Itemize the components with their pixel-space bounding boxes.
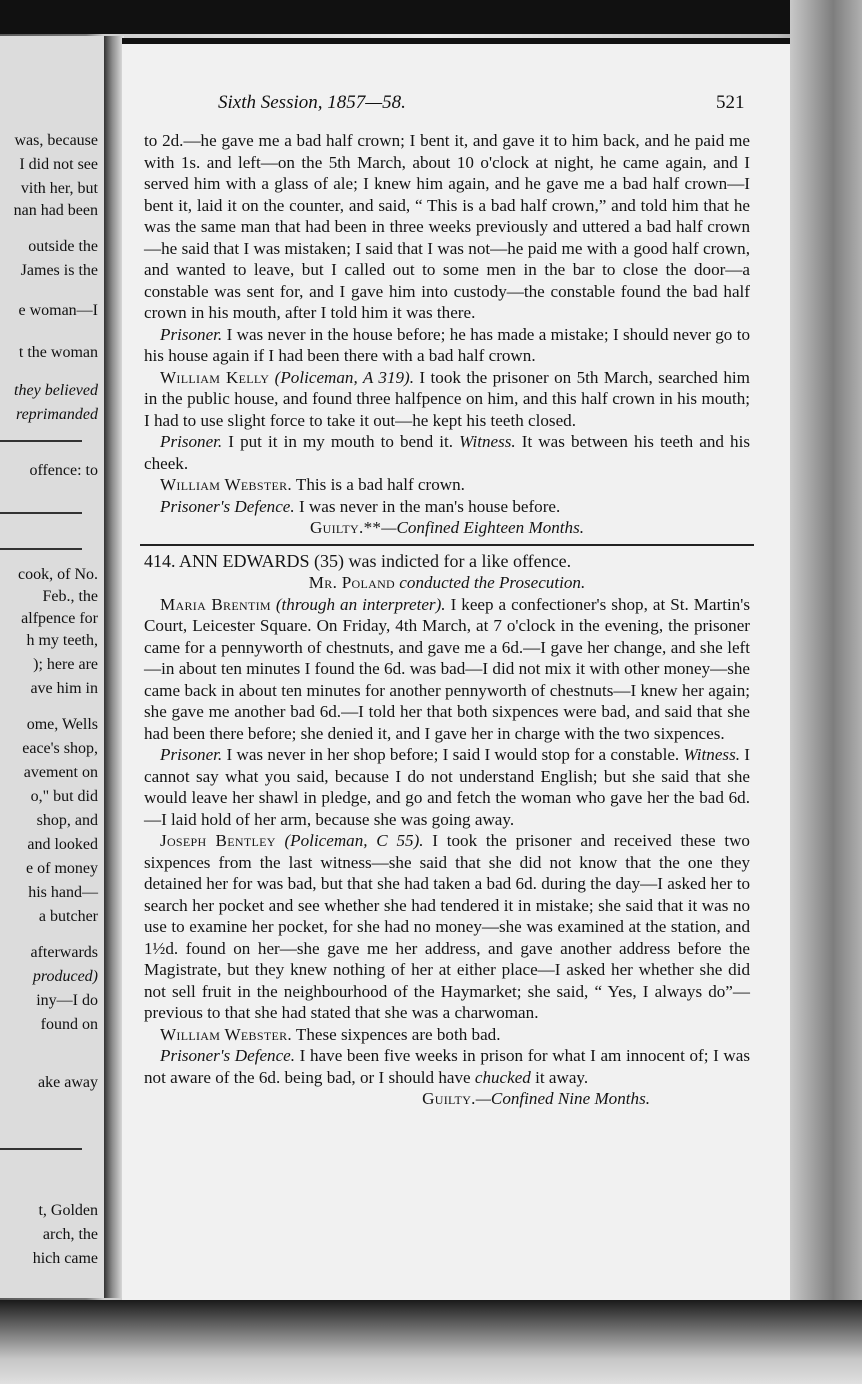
- counsel-name: Mr. Poland: [308, 573, 396, 592]
- paragraph-text: I took the prisoner on 5th March, searched him in the public house, and found three halfpence on him, and this half crown in his mouth; I had to use slight force to take it out—he kept his teeth closed.: [144, 367, 750, 430]
- paragraph: [144, 830, 750, 1024]
- left-page-line: e of money: [26, 860, 98, 877]
- paragraph-text: This is a bad half crown.: [291, 475, 465, 494]
- left-page-line: e woman—I: [18, 302, 98, 319]
- paragraph: [144, 324, 750, 367]
- left-page-line: nan had been: [13, 202, 98, 219]
- left-page-line: vith her, but: [20, 180, 98, 197]
- scan-bottom-edge: [0, 1300, 862, 1384]
- paragraph: [144, 496, 750, 518]
- page-number: 521: [716, 92, 745, 113]
- running-title: Sixth Session, 1857—58.: [218, 92, 406, 113]
- left-page: [0, 36, 104, 1298]
- speaker: Witness.: [683, 745, 740, 764]
- paragraph-text: I was never in her shop before; I said I would stop for a constable.: [222, 745, 684, 764]
- speaker-role: (Policeman, A 319).: [274, 367, 415, 387]
- paragraph: [144, 1045, 750, 1088]
- speaker: William Kelly: [160, 367, 270, 387]
- left-page-line: Feb., the: [42, 588, 98, 605]
- prosecution-text: conducted the Prosecution.: [395, 573, 586, 592]
- speaker: William Webster.: [160, 1024, 292, 1044]
- speaker: Prisoner's Defence.: [160, 1046, 296, 1065]
- paragraph: [144, 130, 750, 324]
- page-body: [144, 130, 750, 1110]
- left-page-line: hich came: [32, 1250, 98, 1267]
- left-page-line: o," but did: [30, 788, 98, 805]
- paragraph-text: I was never in the house before; he has made a mistake; I should never go to his house again if I had been there with a bad half crown.: [144, 324, 750, 365]
- scan-right-edge: [790, 0, 862, 1384]
- speaker-role: (Policeman, C 55).: [284, 831, 424, 850]
- paragraph: [144, 594, 750, 745]
- left-page-line: t, Golden: [38, 1202, 98, 1219]
- left-page-line: eace's shop,: [22, 740, 98, 757]
- speaker-role: (through an interpreter).: [275, 594, 446, 614]
- left-page-line: ave him in: [30, 680, 98, 697]
- paragraph-text: I cannot say what you said, because I do not understand English; but she said that she would leave her shawl in pledge, and go and fetch the woman who gave her the bad 6d.—I laid hold of her arm, because she was going away.: [144, 745, 750, 829]
- left-page-line: was, because: [14, 132, 98, 149]
- speaker: Witness.: [459, 432, 516, 451]
- left-page-line: and looked: [27, 836, 98, 853]
- verdict: [144, 517, 750, 539]
- speaker: Prisoner.: [160, 324, 223, 344]
- left-page-line: t the woman: [18, 344, 98, 361]
- left-page-rule: [0, 512, 82, 514]
- speaker: William Webster.: [160, 475, 292, 494]
- paragraph: [144, 744, 750, 830]
- left-page-line: reprimanded: [15, 406, 98, 423]
- case-heading: 414. ANN EDWARDS (35) was indicted for a like offence.: [144, 550, 572, 571]
- left-page-rule: [0, 1148, 82, 1150]
- left-page-line: his hand—: [28, 884, 98, 901]
- verdict-label: Guilty.**: [309, 518, 382, 537]
- paragraph-text: I was never in the man's house before.: [294, 496, 561, 516]
- left-page-line: avement on: [23, 764, 98, 781]
- paragraph: [144, 431, 750, 474]
- speaker: Prisoner.: [160, 745, 223, 764]
- speaker: Prisoner's Defence.: [160, 496, 295, 516]
- paragraph-text: it away.: [530, 1067, 589, 1087]
- left-page-line: alfpence for: [21, 610, 98, 627]
- speaker: Joseph Bentley: [160, 831, 276, 850]
- paragraph-text: These sixpences are both bad.: [291, 1024, 501, 1044]
- verdict-text: —Confined Nine Months.: [475, 1089, 650, 1108]
- left-page-line: h my teeth,: [26, 632, 98, 649]
- case-divider: [140, 544, 754, 546]
- left-page-line: produced): [32, 968, 98, 985]
- left-page-line: afterwards: [30, 944, 98, 961]
- paragraph-text: I have been five weeks in prison for what I am innocent of; I was not aware of the 6d. being bad, or I should have: [144, 1046, 751, 1087]
- paragraph: [144, 474, 750, 496]
- left-page-rule: [0, 440, 82, 442]
- left-page-line: ome, Wells: [26, 716, 98, 733]
- paragraph-text: I put it in my mouth to bend it.: [222, 432, 460, 451]
- left-page-line: cook, of No.: [18, 566, 98, 583]
- paragraph-text: to 2d.—he gave me a bad half crown; I bent it, and gave it to him back, and he paid me with 1s. and left—on the 5th March, about 10 o'clock at night, he came again, and I served him with a glass of ale; I knew him again, and he gave me a bad half crown—I bent it, laid it on the counter, and said, “ This is a bad half crown,” and told him that he was the same man that had been in three weeks previously and uttered a bad half crown—he said that I was mistaken; I said that I was not—he paid me with a good half crown, and wanted to leave, but I called out to some men in the bar to close the door—a constable was sent for, and I gave him into custody—the constable found the bad half crown in his mouth, after I told him it was there.: [144, 131, 750, 322]
- left-page-line: a butcher: [38, 908, 98, 925]
- verdict-text: —Confined Eighteen Months.: [381, 518, 585, 537]
- verdict-label: Guilty.: [422, 1089, 476, 1108]
- emphasis-word: chucked: [474, 1067, 531, 1087]
- left-page-line: I did not see: [19, 156, 98, 173]
- book-gutter: [104, 36, 124, 1298]
- speaker: Prisoner.: [160, 432, 223, 451]
- left-page-line: offence: to: [29, 462, 98, 479]
- prosecution-line: [144, 572, 750, 594]
- left-page-line: outside the: [28, 238, 98, 255]
- scan-top-edge: [0, 0, 862, 34]
- left-page-rule: [0, 548, 82, 550]
- paragraph-text: I keep a confectioner's shop, at St. Martin's Court, Leicester Square. On Friday, 4th March, at 7 o'clock in the evening, the prisoner came for a pennyworth of chestnuts, and gave me a 6d.—I gave her change, and she left—in about ten minutes I found the 6d. was bad—I did not mix it with other money—she came back in about ten minutes for another pennyworth of chestnuts—I knew her again; she gave me another bad 6d.—I told her that both sixpences were bad, and said that she had been there before; she denied it, and I gave her in charge with the two sixpences.: [144, 594, 751, 743]
- paragraph: [144, 367, 750, 432]
- verdict: [144, 1088, 750, 1110]
- left-page-line: they believed: [14, 382, 98, 399]
- paragraph-text: It was between his teeth and his cheek.: [144, 432, 751, 473]
- left-page-line: shop, and: [36, 812, 98, 829]
- left-page-line: arch, the: [42, 1226, 98, 1243]
- left-page-line: ); here are: [33, 656, 98, 673]
- left-page-line: iny—I do: [36, 992, 98, 1009]
- paragraph-text: I took the prisoner and received these two sixpences from the last witness—she said that she did not know that the one they detained her for was bad, but that she had taken a bad 6d. during the day—I asked her to search her pocket and see whether she had tendered it in mistake; she said that it was no use to examine her pocket, for she had no money—she was examined at the station, and 1½d. found on her—she gave me her address, and gave another address before the Magistrate, but they knew nothing of her at either place—I asked her whether she did not sell fruit in the neighbourhood of the Haymarket; she said, “ Yes, I always do”—previous to that she had stated that she was a charwoman.: [144, 831, 750, 1022]
- left-page-line: James is the: [20, 262, 98, 279]
- left-page-line: ake away: [38, 1074, 98, 1091]
- speaker: Maria Brentim: [160, 594, 271, 614]
- paragraph: [144, 1024, 750, 1046]
- left-page-line: found on: [40, 1016, 98, 1033]
